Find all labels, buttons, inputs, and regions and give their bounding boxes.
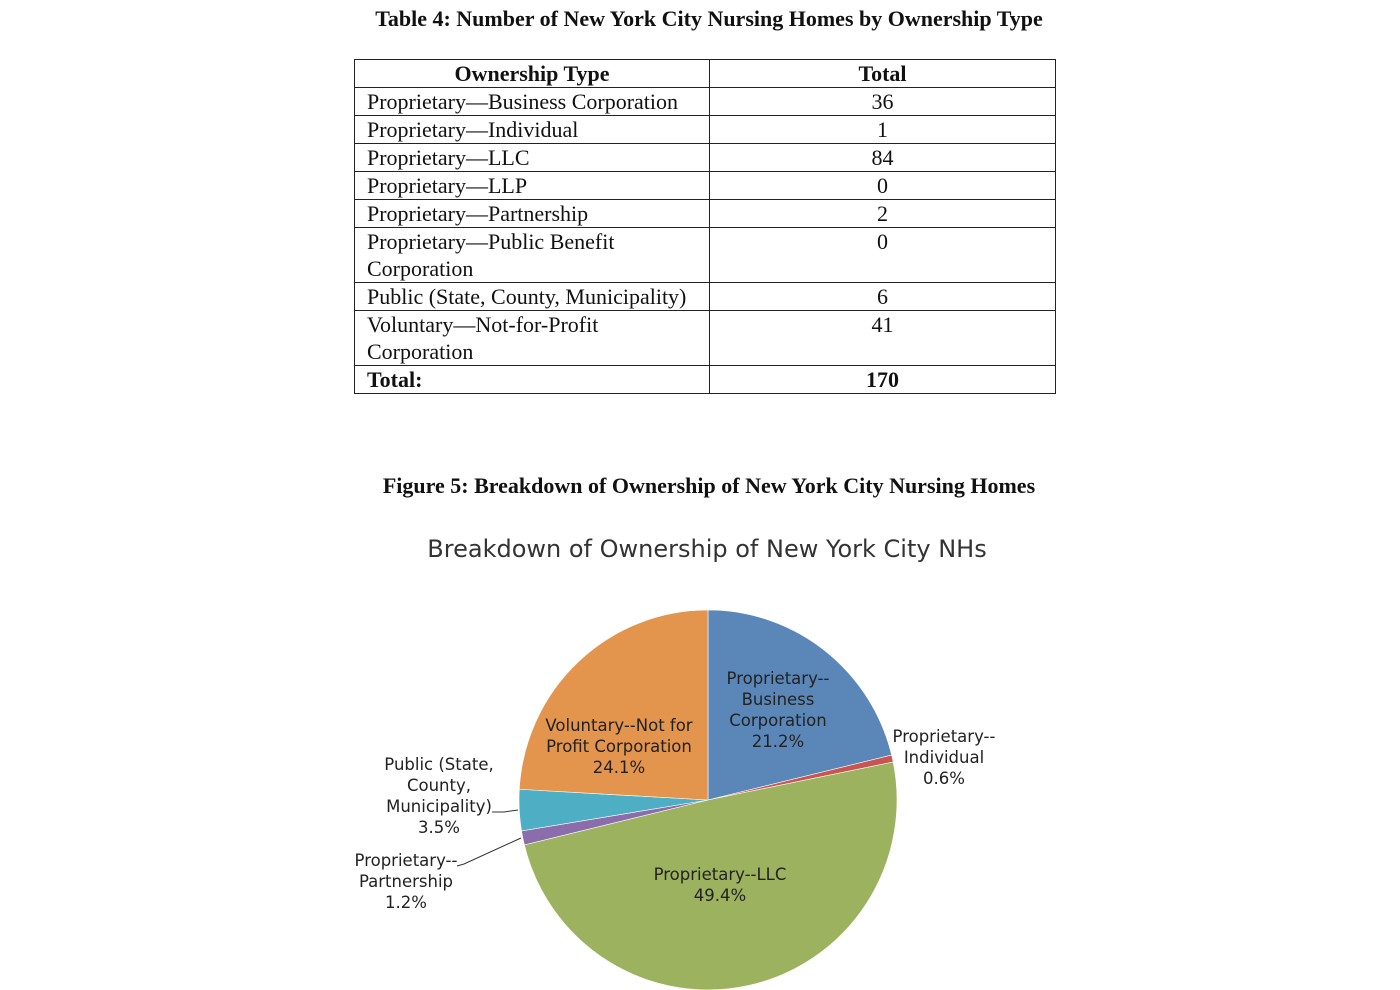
ownership-type-cell: Proprietary—LLP — [355, 172, 710, 200]
leader-line — [492, 810, 518, 812]
slice-data-label: Voluntary--Not for Profit Corporation 24.1% — [545, 716, 693, 777]
total-cell: 36 — [710, 88, 1056, 116]
figure-caption: Figure 5: Breakdown of Ownership of New York City Nursing Homes — [382, 473, 1036, 498]
leader-line — [457, 838, 521, 866]
slice-data-label: Proprietary--Individual 0.6% — [892, 727, 996, 788]
column-header-total: Total — [710, 60, 1056, 88]
pie-slices — [519, 610, 897, 990]
total-cell: 84 — [710, 144, 1056, 172]
ownership-type-cell: Proprietary—Partnership — [355, 200, 710, 228]
total-cell: 0 — [710, 228, 1056, 283]
table-caption: Table 4: Number of New York City Nursing Homes by Ownership Type — [375, 6, 1043, 31]
total-cell: 2 — [710, 200, 1056, 228]
slice-data-label: Public (State, County, Municipality) 3.5% — [384, 755, 494, 837]
ownership-type-cell: Proprietary—Public Benefit Corporation — [355, 228, 710, 283]
total-cell: 0 — [710, 172, 1056, 200]
ownership-type-cell: Proprietary—LLC — [355, 144, 710, 172]
ownership-type-cell: Voluntary—Not-for-Profit Corporation — [355, 311, 710, 366]
ownership-type-cell: Proprietary—Business Corporation — [355, 88, 710, 116]
ownership-type-cell: Public (State, County, Municipality) — [355, 283, 710, 311]
chart-title: Breakdown of Ownership of New York City NHs — [427, 535, 987, 563]
slice-data-label: Proprietary--LLC 49.4% — [653, 865, 787, 905]
column-header-ownership-type: Ownership Type — [355, 60, 710, 88]
ownership-type-cell: Proprietary—Individual — [355, 116, 710, 144]
total-cell: 41 — [710, 311, 1056, 366]
slice-data-label: Proprietary--Business Corporation 21.2% — [726, 669, 830, 751]
total-label-cell: Total: — [355, 366, 710, 394]
total-cell: 1 — [710, 116, 1056, 144]
leader-lines — [457, 810, 521, 866]
total-value-cell: 170 — [710, 366, 1056, 394]
total-cell: 6 — [710, 283, 1056, 311]
slice-data-label: Proprietary--Partnership 1.2% — [354, 851, 458, 912]
